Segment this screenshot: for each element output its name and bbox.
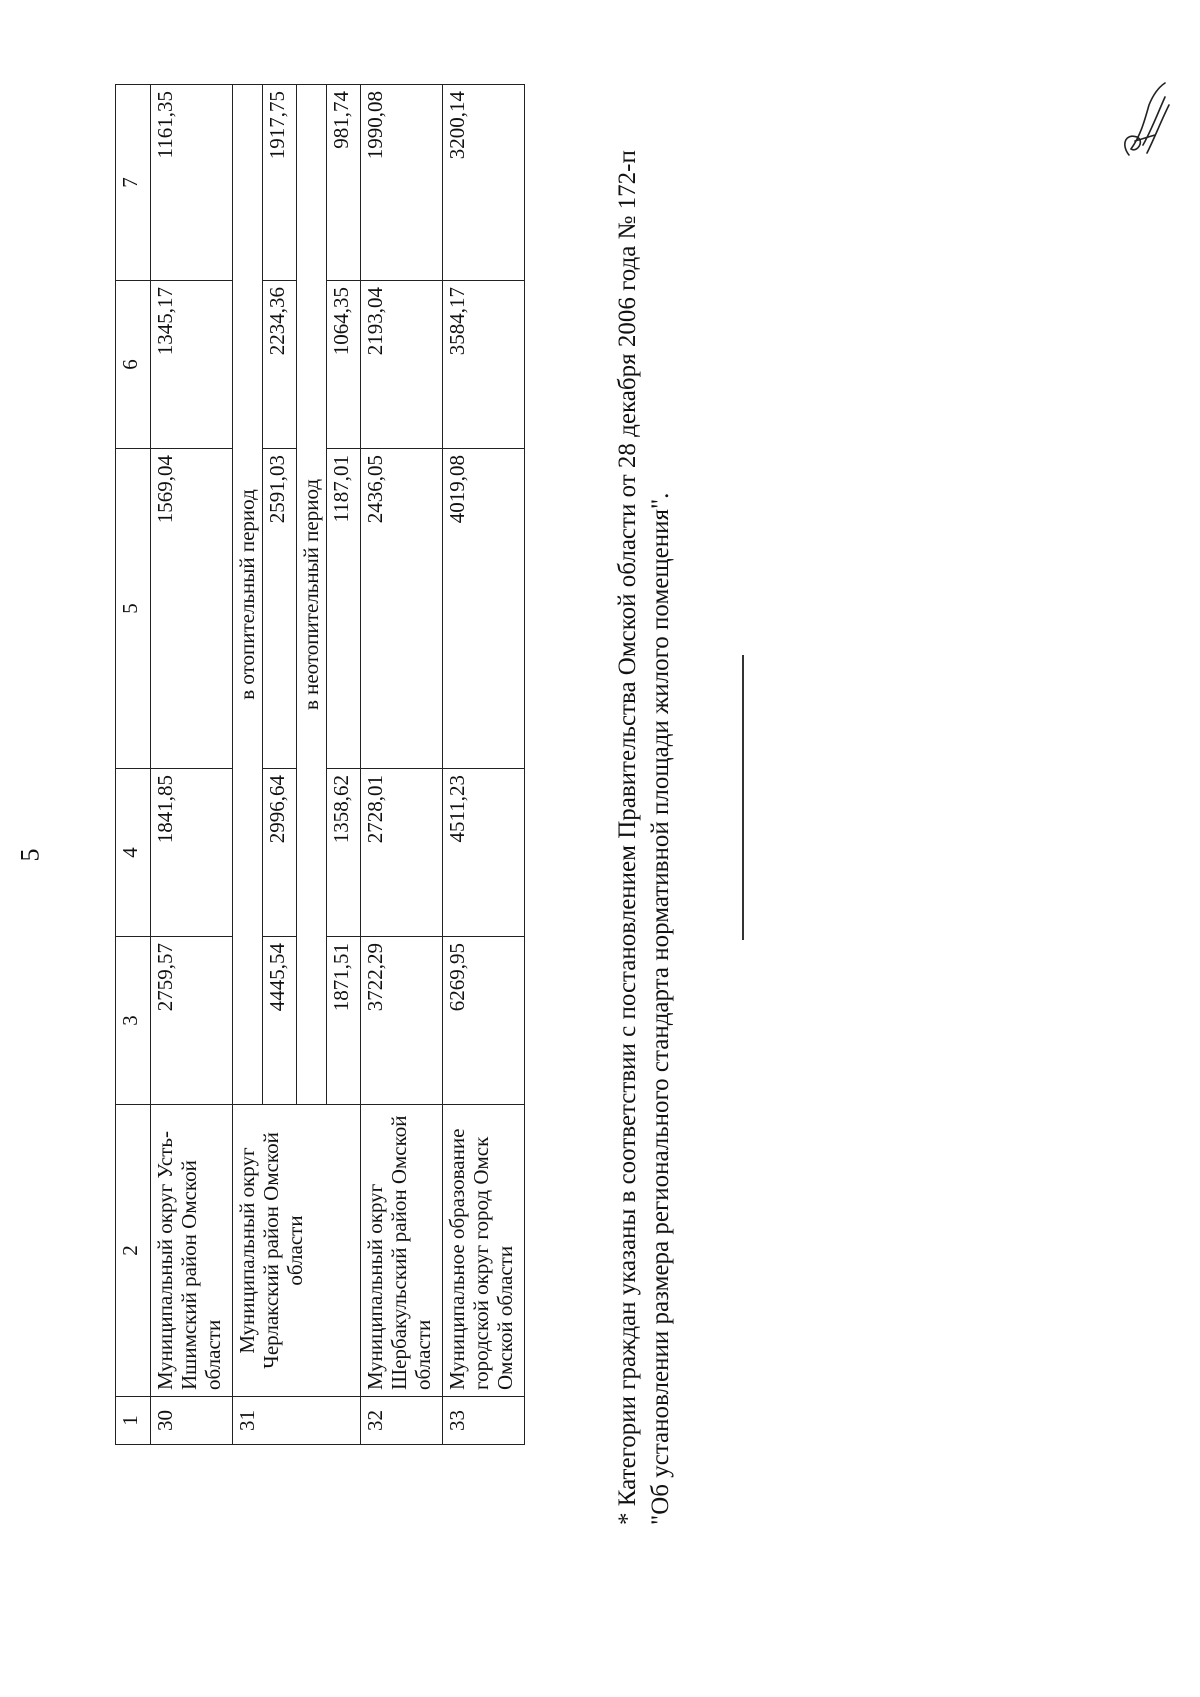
value-cell: 1345,17 [151,281,233,449]
value-cell: 3722,29 [361,937,443,1105]
value-cell: 1161,35 [151,85,233,281]
tariff-table-frame [115,85,570,1445]
value-cell: 1917,75 [263,85,297,281]
value-cell: 1569,04 [151,449,233,769]
row-number: 30 [151,1397,233,1445]
column-header: 4 [116,769,151,937]
value-cell: 6269,95 [443,937,525,1105]
municipality-name: Муниципальный округ Шербакульский район Омской области [361,1105,443,1397]
value-cell: 1871,51 [327,937,361,1105]
value-cell: 2728,01 [361,769,443,937]
value-cell: 1064,35 [327,281,361,449]
footnote: * Категории граждан указаны в соответствии с постановлением Правительства Омской области от 28 декабря 2006 года № 172-п "Об установлении размера регионального стандарта нормативной площади жилого помещения". [614,150,674,1525]
value-cell: 4445,54 [263,937,297,1105]
divider-line [742,655,744,940]
value-cell: 2759,57 [151,937,233,1105]
value-cell: 2234,36 [263,281,297,449]
table-header-row [116,85,151,1445]
tariff-table-rotated [115,85,570,1445]
column-header: 5 [116,449,151,769]
table-row [443,85,525,1445]
column-header: 2 [116,1105,151,1397]
value-cell: 2193,04 [361,281,443,449]
row-number: 31 [233,1397,361,1445]
municipality-name: Муниципальное образование городской округ город Омск Омской области [443,1105,525,1397]
column-header: 3 [116,937,151,1105]
value-cell: 1990,08 [361,85,443,281]
value-cell: 4019,08 [443,449,525,769]
period-label: в отопительный период [233,85,263,1105]
value-cell: 981,74 [327,85,361,281]
value-cell: 1841,85 [151,769,233,937]
value-cell: 2436,05 [361,449,443,769]
value-cell: 1358,62 [327,769,361,937]
municipality-name: Муниципальный округ Черлакский район Омской области [233,1105,361,1397]
table-row [233,85,263,1445]
table-row [361,85,443,1445]
row-number: 32 [361,1397,443,1445]
tariff-table [115,84,525,1445]
municipality-name: Муниципальный округ Усть-Ишимский район Омской области [151,1105,233,1397]
footnote-frame [612,145,704,1525]
signature-icon [1115,75,1175,165]
table-row [151,85,233,1445]
period-label: в неотопительный период [297,85,327,1105]
page-number: 5 [15,848,45,862]
column-header: 1 [116,1397,151,1445]
value-cell: 1187,01 [327,449,361,769]
value-cell: 2591,03 [263,449,297,769]
value-cell: 2996,64 [263,769,297,937]
value-cell: 4511,23 [443,769,525,937]
value-cell: 3584,17 [443,281,525,449]
row-number: 33 [443,1397,525,1445]
value-cell: 3200,14 [443,85,525,281]
column-header: 6 [116,281,151,449]
column-header: 7 [116,85,151,281]
